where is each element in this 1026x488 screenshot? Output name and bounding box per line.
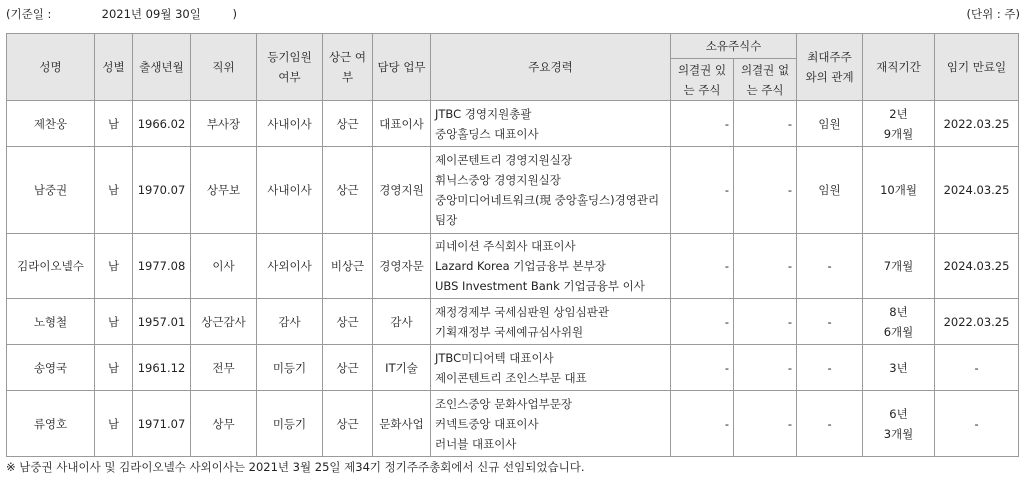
career-line: 중앙미디어네트워크(現 중앙홀딩스)경영관리 — [435, 193, 660, 207]
tenure-line: 9개월 — [883, 126, 914, 141]
cell-registered: 미등기 — [257, 391, 323, 457]
cell-term: - — [935, 391, 1019, 457]
cell-nonvoting: - — [734, 345, 797, 391]
cell-tenure — [863, 299, 935, 345]
cell-fulltime: 상근 — [323, 299, 373, 345]
cell-position: 이사 — [191, 234, 257, 299]
tenure-line: 2년 — [889, 106, 908, 121]
cell-fulltime: 상근 — [323, 391, 373, 457]
cell-nonvoting: - — [734, 299, 797, 345]
cell-gender: 남 — [95, 345, 133, 391]
col-tenure: 재직기간 — [863, 34, 935, 101]
cell-nonvoting: - — [734, 101, 797, 147]
col-name: 성명 — [7, 34, 95, 101]
cell-relation: 임원 — [797, 147, 863, 234]
cell-term: 2022.03.25 — [935, 299, 1019, 345]
career-line: JTBC미디어텍 대표이사 — [435, 350, 554, 365]
cell-tenure — [863, 101, 935, 147]
col-shares-group: 소유주식수 — [671, 34, 797, 59]
col-fulltime-l2: 여부 — [341, 50, 366, 84]
cell-duty: 경영자문 — [373, 234, 431, 299]
col-position: 직위 — [191, 34, 257, 101]
col-fulltime-l1: 상근 — [329, 50, 352, 64]
cell-position: 상무보 — [191, 147, 257, 234]
cell-gender: 남 — [95, 147, 133, 234]
cell-tenure — [863, 345, 935, 391]
col-term-l1: 임기 — [946, 60, 970, 74]
cell-career — [431, 147, 671, 234]
cell-name: 김라이오넬수 — [7, 234, 95, 299]
cell-gender: 남 — [95, 234, 133, 299]
base-date-label: (기준일 : — [6, 7, 52, 21]
col-voting — [671, 59, 734, 101]
tenure-line: 10개월 — [880, 183, 917, 197]
cell-birth: 1961.12 — [133, 345, 191, 391]
table-caption — [6, 4, 1020, 24]
cell-position: 상무 — [191, 391, 257, 457]
cell-birth: 1977.08 — [133, 234, 191, 299]
col-gender: 성별 — [95, 34, 133, 101]
cell-career — [431, 299, 671, 345]
cell-term: - — [935, 345, 1019, 391]
cell-voting: - — [671, 147, 734, 234]
base-date-close: ) — [232, 7, 237, 21]
cell-voting: - — [671, 299, 734, 345]
col-relation — [797, 34, 863, 101]
cell-duty: 대표이사 — [373, 101, 431, 147]
career-line: 기획재정부 국세예규심사위원 — [435, 324, 584, 339]
col-registered-l1: 등기임원 — [267, 50, 312, 64]
cell-duty: 문화사업 — [373, 391, 431, 457]
cell-birth: 1966.02 — [133, 101, 191, 147]
cell-fulltime: 상근 — [323, 345, 373, 391]
cell-career — [431, 234, 671, 299]
col-duty — [373, 34, 431, 101]
career-line: 제이콘텐트리 경영지원실장 — [435, 153, 572, 167]
cell-tenure — [863, 147, 935, 234]
career-line: 재정경제부 국세심판원 상임심판관 — [435, 304, 609, 319]
cell-registered: 미등기 — [257, 345, 323, 391]
cell-voting: - — [671, 234, 734, 299]
cell-name: 송영국 — [7, 345, 95, 391]
cell-name: 류영호 — [7, 391, 95, 457]
cell-voting: - — [671, 101, 734, 147]
col-registered — [257, 34, 323, 101]
career-line: UBS Investment Bank 기업금융부 이사 — [435, 279, 645, 293]
cell-birth: 1971.07 — [133, 391, 191, 457]
tenure-line: 3년 — [889, 360, 908, 375]
career-line: 러너블 대표이사 — [435, 436, 517, 451]
cell-registered: 사내이사 — [257, 101, 323, 147]
col-relation-l1: 최대주주 — [807, 50, 852, 64]
col-voting-l1: 의결권 — [677, 62, 712, 77]
col-relation-l2: 와의 — [805, 70, 828, 84]
career-line: JTBC 경영지원총괄 — [435, 106, 532, 121]
tenure-line: 6개월 — [883, 324, 914, 339]
cell-name: 노형철 — [7, 299, 95, 345]
tenure-line: 6년 — [889, 406, 908, 421]
cell-tenure — [863, 234, 935, 299]
cell-gender: 남 — [95, 101, 133, 147]
table-row — [7, 299, 1019, 345]
cell-nonvoting: - — [734, 234, 797, 299]
career-line: 팀장 — [435, 213, 458, 227]
cell-voting: - — [671, 345, 734, 391]
col-nonvoting-l1: 의결권 — [740, 62, 775, 77]
career-line: 커넥트중앙 대표이사 — [435, 416, 539, 431]
cell-relation: - — [797, 234, 863, 299]
col-career: 주요경력 — [431, 34, 671, 101]
cell-position: 전무 — [191, 345, 257, 391]
cell-gender: 남 — [95, 391, 133, 457]
career-line: 중앙홀딩스 대표이사 — [435, 126, 539, 141]
cell-relation: - — [797, 391, 863, 457]
unit-label: (단위 : 주) — [966, 7, 1020, 21]
cell-position: 부사장 — [191, 101, 257, 147]
tenure-line: 7개월 — [883, 259, 914, 273]
cell-name: 남중권 — [7, 147, 95, 234]
cell-career — [431, 345, 671, 391]
career-line: 피네이션 주식회사 대표이사 — [435, 239, 576, 253]
cell-fulltime: 상근 — [323, 101, 373, 147]
table-row — [7, 147, 1019, 234]
career-line: 조인스중앙 문화사업부문장 — [435, 396, 572, 411]
cell-registered: 감사 — [257, 299, 323, 345]
cell-registered: 사외이사 — [257, 234, 323, 299]
cell-term: 2024.03.25 — [935, 234, 1019, 299]
table-row — [7, 345, 1019, 391]
base-date-line — [6, 6, 237, 22]
cell-position: 상근감사 — [191, 299, 257, 345]
career-line: 휘닉스중앙 경영지원실장 — [435, 173, 561, 187]
cell-relation: 임원 — [797, 101, 863, 147]
tenure-line: 3개월 — [883, 426, 914, 441]
career-line: Lazard Korea 기업금융부 본부장 — [435, 259, 606, 273]
col-duty-l1: 담당 — [377, 60, 400, 74]
col-nonvoting — [734, 59, 797, 101]
cell-term: 2022.03.25 — [935, 101, 1019, 147]
col-voting-l2: 있는 주식 — [683, 62, 727, 97]
table-row — [7, 391, 1019, 457]
table-row — [7, 101, 1019, 147]
cell-career — [431, 101, 671, 147]
executive-table — [6, 33, 1019, 457]
cell-birth: 1970.07 — [133, 147, 191, 234]
cell-name: 제찬웅 — [7, 101, 95, 147]
col-duty-l2: 업무 — [403, 60, 426, 74]
table-header — [7, 34, 1019, 101]
col-term-l2: 만료일 — [972, 60, 1007, 74]
footnote: ※ 남중권 사내이사 및 김라이오넬수 사외이사는 2021년 3월 25일 제34기 정기주주총회에서 신규 선임되었습니다. — [6, 460, 585, 474]
career-line: 제이콘텐트리 조인스부문 대표 — [435, 370, 587, 385]
cell-gender: 남 — [95, 299, 133, 345]
cell-term: 2024.03.25 — [935, 147, 1019, 234]
cell-birth: 1957.01 — [133, 299, 191, 345]
cell-duty: IT기술 — [373, 345, 431, 391]
cell-relation: - — [797, 345, 863, 391]
cell-nonvoting: - — [734, 391, 797, 457]
cell-tenure — [863, 391, 935, 457]
table-row — [7, 234, 1019, 299]
tenure-line: 8년 — [889, 304, 908, 319]
cell-registered: 사내이사 — [257, 147, 323, 234]
col-relation-l3: 관계 — [831, 70, 854, 84]
cell-fulltime: 비상근 — [323, 234, 373, 299]
col-fulltime — [323, 34, 373, 101]
cell-nonvoting: - — [734, 147, 797, 234]
cell-career — [431, 391, 671, 457]
cell-relation: - — [797, 299, 863, 345]
table-body — [7, 101, 1019, 457]
cell-fulltime: 상근 — [323, 147, 373, 234]
col-registered-l2: 여부 — [278, 70, 301, 84]
col-birth: 출생년월 — [133, 34, 191, 101]
cell-duty: 경영지원 — [373, 147, 431, 234]
cell-duty: 감사 — [373, 299, 431, 345]
col-term — [935, 34, 1019, 101]
cell-voting: - — [671, 391, 734, 457]
base-date-value: 2021년 09월 30일 — [101, 7, 201, 21]
col-nonvoting-l2: 없는 주식 — [746, 62, 790, 97]
